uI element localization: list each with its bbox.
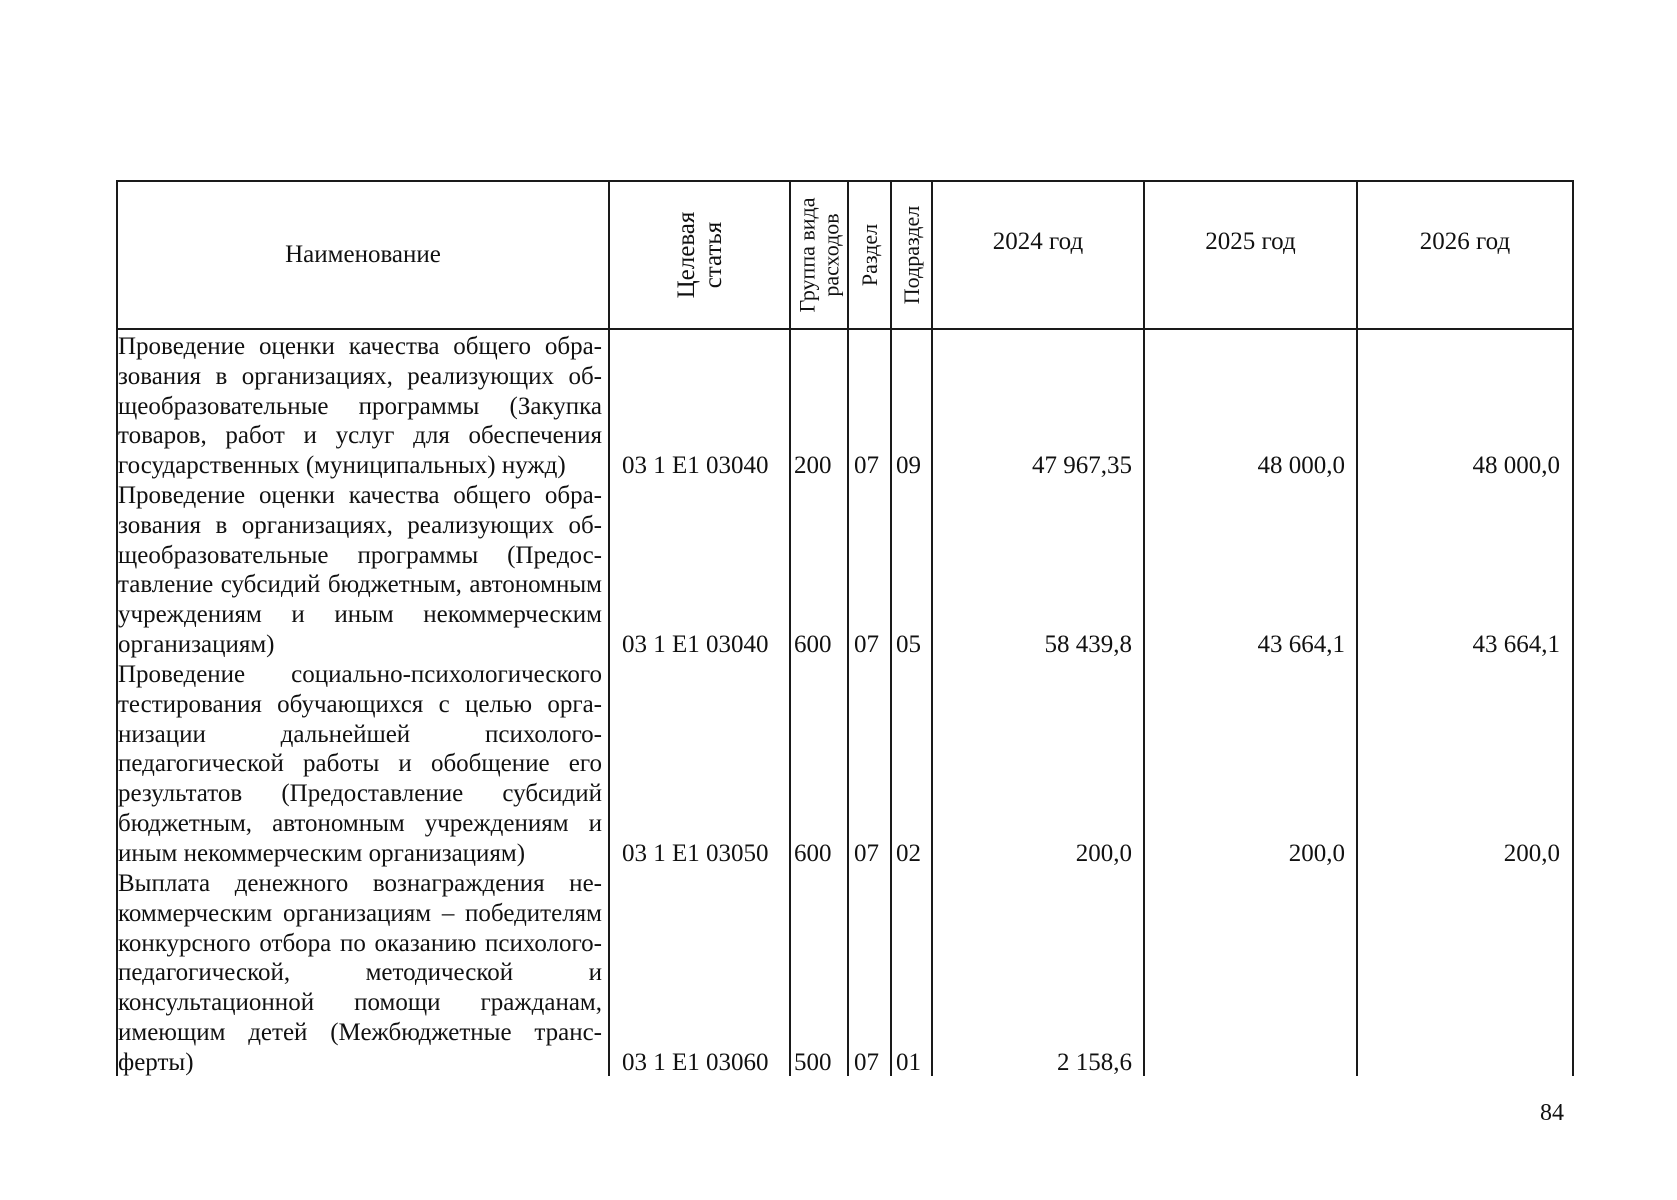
header-subsection — [892, 182, 931, 328]
row-value-2024: 47 967,35 — [1032, 452, 1132, 479]
row-value-2024: 58 439,8 — [1044, 631, 1132, 658]
row-value-2024: 200,0 — [1075, 840, 1132, 867]
row-subsection: 01 — [896, 1049, 921, 1076]
header-target-line2: статья — [699, 221, 727, 289]
page-number: 84 — [1540, 1100, 1564, 1126]
grid-line — [116, 328, 1574, 330]
row-value-2026: 43 664,1 — [1472, 631, 1560, 658]
row-expense-group: 500 — [794, 1049, 832, 1076]
header-group-line1: Группа вида — [794, 197, 820, 313]
row-expense-group: 600 — [794, 840, 832, 867]
row-section: 07 — [854, 452, 879, 479]
row-value-2026: 48 000,0 — [1472, 452, 1560, 479]
row-section: 07 — [854, 631, 879, 658]
row-name: Выплата денежного вознаграждения некоммерческим организациям – победителям конкурсного отбора по оказанию психолого-педагогической, методической и консультационной помощи гражданам, имеющим детей (Межбюджетные трансферты) — [118, 870, 602, 1076]
header-section-text: Раздел — [856, 223, 882, 287]
row-name: Проведение социально-психологического тестирования обучающихся с целью организации дальнейшей психолого-педагогической работы и обобщение его результатов (Предоставление субсидий бюджетным, автономным учреждениям и иным некоммерческим организациям) — [118, 661, 602, 867]
row-value-2025: 43 664,1 — [1257, 631, 1345, 658]
row-expense-group: 600 — [794, 631, 832, 658]
header-subsection-text: Подраздел — [898, 205, 924, 305]
row-target-code: 03 1 E1 03050 — [622, 840, 769, 867]
row-value-2025: 48 000,0 — [1257, 452, 1345, 479]
header-name — [118, 182, 608, 328]
row-value-2025: 200,0 — [1288, 840, 1345, 867]
header-2024 — [933, 182, 1143, 302]
row-name: Проведение оценки качества общего образования в организациях, реализующих общеобразовательные программы (Закупка товаров, работ и услуг для обеспечения государственных (муниципальных) нужд) — [118, 333, 602, 480]
header-2026-text: 2026 год — [1419, 228, 1511, 256]
row-subsection: 05 — [896, 631, 921, 658]
row-target-code: 03 1 E1 03040 — [622, 631, 769, 658]
header-expense-group — [791, 182, 847, 328]
table-row — [116, 660, 1574, 870]
header-2026 — [1358, 182, 1572, 302]
header-group-line2: расходов — [818, 213, 843, 297]
row-value-2026: 200,0 — [1503, 840, 1560, 867]
row-section: 07 — [854, 1049, 879, 1076]
row-subsection: 02 — [896, 840, 921, 867]
header-section — [849, 182, 890, 328]
budget-table — [116, 180, 1574, 1076]
header-2024-text: 2024 год — [992, 228, 1084, 256]
row-section: 07 — [854, 840, 879, 867]
row-name: Проведение оценки качества общего образования в организациях, реализующих общеобразовательные программы (Предоставление субсидий бюджетным, автономным учреждениям и иным некоммерческим организациям) — [118, 482, 602, 658]
header-name-text: Наименование — [285, 241, 441, 269]
header-target-article — [610, 182, 789, 328]
header-2025 — [1145, 182, 1356, 302]
header-target-line1: Целевая — [672, 211, 700, 299]
row-subsection: 09 — [896, 452, 921, 479]
row-value-2024: 2 158,6 — [1057, 1049, 1132, 1076]
table-row — [116, 332, 1574, 482]
table-row — [116, 481, 1574, 661]
row-expense-group: 200 — [794, 452, 832, 479]
row-target-code: 03 1 E1 03040 — [622, 452, 769, 479]
row-target-code: 03 1 E1 03060 — [622, 1049, 769, 1076]
table-row — [116, 869, 1574, 1076]
header-2025-text: 2025 год — [1205, 228, 1296, 256]
